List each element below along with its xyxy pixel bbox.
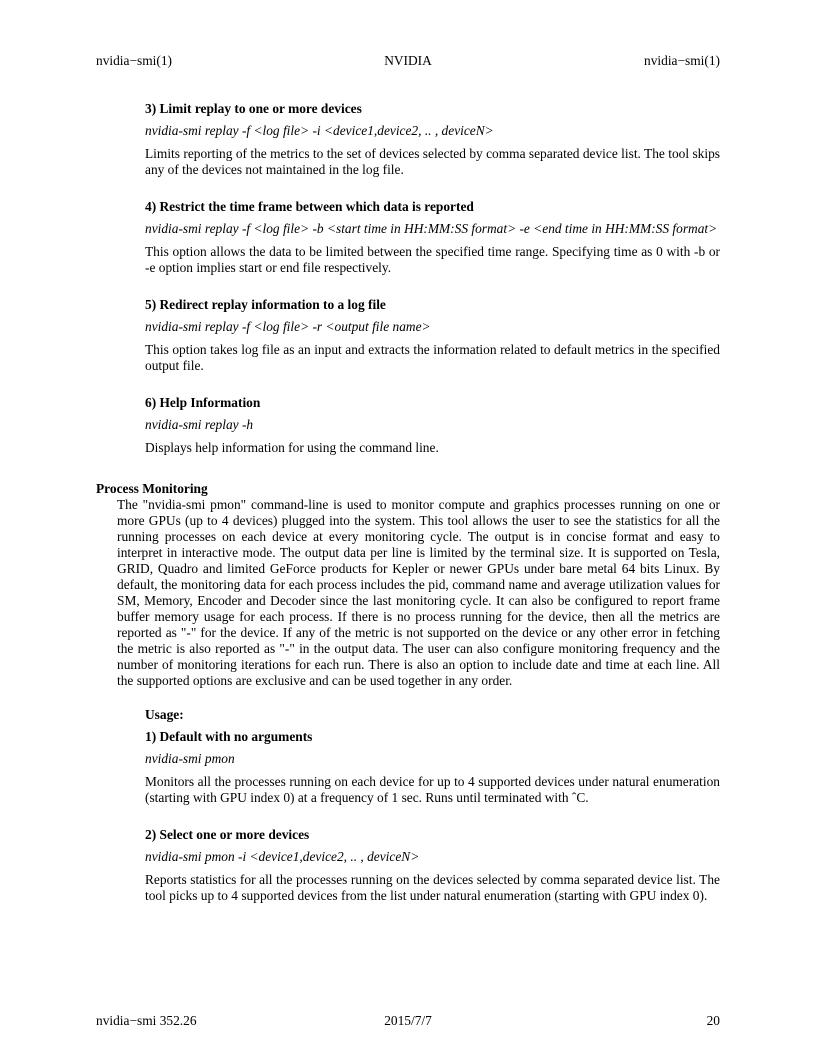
pmon-section-default [145,729,720,806]
header-left-title: nvidia−smi(1) [96,53,172,68]
process-monitoring-title: Process Monitoring [96,481,208,496]
command-line: nvidia-smi replay -h [145,417,254,432]
pmon-section-select-devices [145,827,720,904]
process-monitoring-paragraph: The "nvidia-smi pmon" command-line is used to monitor compute and graphics processes running on one or more GPUs (up to 4 devices) plugged into the system. This tool allows the user to see the statistics for all the running processes on each device at every monitoring cycle. The output is in concise format and easy to interpret in interactive mode. The output data per line is limited by the terminal size. It is supported on Tesla, GRID, Quadro and limited GeForce products for Kepler or newer GPUs under bare metal 64 bits Linux. By default, the monitoring data for each process includes the pid, command name and average utilization values for SM, Memory, Encoder and Decoder since the last monitoring cycle. It can also be configured to report frame buffer memory usage for each process. If there is no process running for the device, then all the metrics are reported as "-" for the device. If any of the metric is not supported on the device or any other error in fetching the metric is also reported as "-" in the output data. The user can also configure monitoring frequency and the number of monitoring iterations for each run. There is also an option to include date and time at each line. All the supported options are exclusive and can be used together in any order. [117,497,720,688]
section-body: This option takes log file as an input and extracts the information related to default metrics in the specified output file. [145,342,720,373]
header-center-title: NVIDIA [384,53,432,68]
command-line: nvidia-smi pmon [145,751,235,766]
section-heading: 2) Select one or more devices [145,827,310,842]
footer-date: 2015/7/7 [384,1013,432,1028]
section-body: Reports statistics for all the processes running on the devices selected by comma separated device list. The tool picks up to 4 supported devices from the list under natural enumeration (starting with GPU index 0). [145,872,720,903]
section-body: Monitors all the processes running on each device for up to 4 supported devices under natural enumeration (starting with GPU index 0) at a frequency of 1 sec. Runs until terminated with ˆC. [145,774,720,805]
command-line: nvidia-smi replay -f <log file> -r <output file name> [145,319,431,334]
page-footer [96,1013,720,1029]
header-right-title: nvidia−smi(1) [644,53,720,68]
section-heading: 6) Help Information [145,395,261,410]
command-line: nvidia-smi replay -f <log file> -i <device1,device2, .. , deviceN> [145,123,494,138]
replay-section-help [145,395,720,456]
footer-page-number: 20 [706,1013,720,1028]
section-body: Limits reporting of the metrics to the set of devices selected by comma separated device list. The tool skips any of the devices not maintained in the log file. [145,146,720,177]
replay-section-time-frame [145,199,720,276]
page-content [96,101,720,904]
replay-section-redirect-log [145,297,720,374]
usage-label: Usage: [145,707,184,722]
replay-section-limit-devices [145,101,720,178]
page-header [96,53,720,69]
process-monitoring-section [96,481,720,689]
command-line: nvidia-smi replay -f <log file> -b <start time in HH:MM:SS format> -e <end time in HH:MM:SS format> [145,221,718,236]
footer-version: nvidia−smi 352.26 [96,1013,197,1028]
section-heading: 5) Redirect replay information to a log file [145,297,386,312]
section-heading: 3) Limit replay to one or more devices [145,101,362,116]
section-body: This option allows the data to be limited between the specified time range. Specifying time as 0 with -b or -e option implies start or end file respectively. [145,244,720,275]
section-heading: 4) Restrict the time frame between which data is reported [145,199,474,214]
section-body: Displays help information for using the command line. [145,440,439,455]
section-heading: 1) Default with no arguments [145,729,313,744]
command-line: nvidia-smi pmon -i <device1,device2, .. , deviceN> [145,849,420,864]
